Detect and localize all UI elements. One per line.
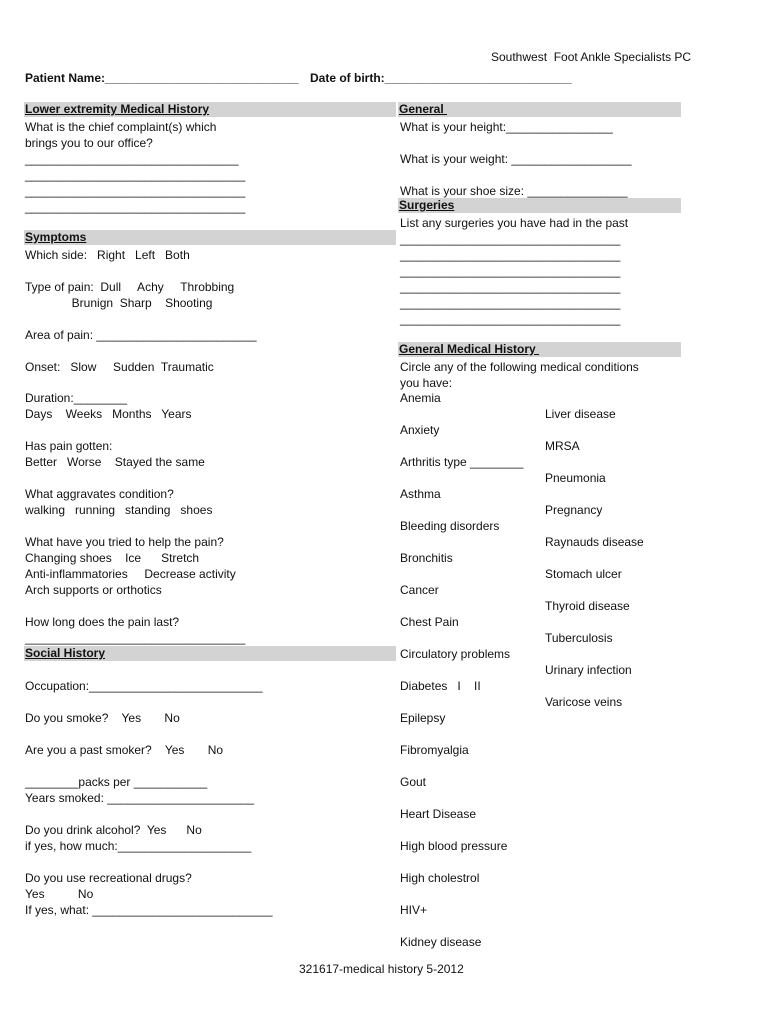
complaint-line[interactable]: ________________________________	[25, 152, 239, 166]
condition-item[interactable]: Pneumonia	[545, 471, 606, 485]
lower-extremity-heading-bar	[24, 102, 396, 117]
tried-options-3[interactable]: Arch supports or orthotics	[25, 583, 162, 597]
past-smoker-options[interactable]: Are you a past smoker? Yes No	[25, 743, 224, 757]
tried-options-2[interactable]: Anti-inflammatories Decrease activity	[25, 567, 236, 581]
surgery-line[interactable]: _________________________________	[400, 312, 621, 326]
condition-item[interactable]: MRSA	[545, 439, 580, 453]
condition-item[interactable]: Urinary infection	[545, 663, 632, 677]
condition-item[interactable]: Fibromyalgia	[400, 743, 469, 757]
condition-item[interactable]: Varicose veins	[545, 695, 623, 709]
condition-item[interactable]: Liver disease	[545, 407, 616, 421]
condition-item[interactable]: Kidney disease	[400, 935, 482, 949]
social-history-heading: Social History	[25, 646, 106, 660]
surgery-line[interactable]: _________________________________	[400, 248, 621, 262]
gmh-prompt-1: Circle any of the following medical conditions	[400, 360, 639, 374]
surgery-line[interactable]: _________________________________	[400, 232, 621, 246]
general-heading-bar	[398, 102, 681, 117]
tried-question: What have you tried to help the pain?	[25, 535, 224, 549]
chief-complaint-question-1: What is the chief complaint(s) which	[25, 120, 217, 134]
condition-item[interactable]: Anemia	[400, 391, 441, 405]
social-history-heading-bar	[24, 646, 396, 661]
drugs-what-field[interactable]: If yes, what: ___________________________	[25, 903, 273, 917]
patient-name-field[interactable]: Patient Name:_____________________________	[25, 71, 299, 85]
drugs-question: Do you use recreational drugs?	[25, 871, 192, 885]
general-medical-history-heading-bar	[398, 342, 681, 357]
weight-field[interactable]: What is your weight: __________________	[400, 152, 632, 166]
how-long-question: How long does the pain last?	[25, 615, 180, 629]
condition-item[interactable]: Circulatory problems	[400, 647, 511, 661]
condition-item[interactable]: Bronchitis	[400, 551, 453, 565]
surgery-line[interactable]: _________________________________	[400, 280, 621, 294]
condition-item[interactable]: Pregnancy	[545, 503, 603, 517]
lower-extremity-heading: Lower extremity Medical History	[25, 102, 210, 116]
surgery-line[interactable]: _________________________________	[400, 264, 621, 278]
duration-options[interactable]: Days Weeks Months Years	[25, 407, 192, 421]
condition-item[interactable]: Thyroid disease	[545, 599, 630, 613]
symptoms-heading-bar	[24, 230, 396, 245]
onset-options[interactable]: Onset: Slow Sudden Traumatic	[25, 360, 214, 374]
condition-item[interactable]: Asthma	[400, 487, 441, 501]
alcohol-amount-field[interactable]: if yes, how much:____________________	[25, 839, 252, 853]
complaint-line[interactable]: _________________________________	[25, 200, 246, 214]
drugs-options[interactable]: Yes No	[25, 887, 94, 901]
surgeries-prompt: List any surgeries you have had in the past	[400, 216, 629, 230]
condition-item[interactable]: Tuberculosis	[545, 631, 613, 645]
which-side-options[interactable]: Which side: Right Left Both	[25, 248, 190, 262]
gmh-prompt-2: you have:	[400, 376, 453, 390]
years-smoked-field[interactable]: Years smoked: ______________________	[25, 791, 255, 805]
condition-item[interactable]: High cholestrol	[400, 871, 480, 885]
area-of-pain-field[interactable]: Area of pain: ________________________	[25, 328, 257, 342]
footer-form-id: 321617-medical history 5-2012	[299, 962, 464, 976]
aggravates-question: What aggravates condition?	[25, 487, 174, 501]
surgeries-heading: Surgeries	[399, 198, 455, 212]
alcohol-options[interactable]: Do you drink alcohol? Yes No	[25, 823, 202, 837]
condition-item[interactable]: HIV+	[400, 903, 428, 917]
date-of-birth-field[interactable]: Date of birth:____________________________	[310, 71, 572, 85]
packs-per-field[interactable]: ________packs per ___________	[25, 775, 208, 789]
symptoms-heading: Symptoms	[25, 230, 87, 244]
aggravates-options[interactable]: walking running standing shoes	[25, 503, 213, 517]
shoe-size-field[interactable]: What is your shoe size: _______________	[400, 184, 628, 198]
height-field[interactable]: What is your height:________________	[400, 120, 613, 134]
condition-item[interactable]: Epilepsy	[400, 711, 446, 725]
condition-item[interactable]: Chest Pain	[400, 615, 459, 629]
condition-item[interactable]: Bleeding disorders	[400, 519, 500, 533]
condition-item[interactable]: Heart Disease	[400, 807, 477, 821]
condition-item[interactable]: Raynauds disease	[545, 535, 644, 549]
general-medical-history-heading: General Medical History	[399, 342, 540, 356]
condition-item[interactable]: Stomach ulcer	[545, 567, 622, 581]
complaint-line[interactable]: _________________________________	[25, 168, 246, 182]
pain-gotten-question: Has pain gotten:	[25, 439, 113, 453]
complaint-line[interactable]: _________________________________	[25, 184, 246, 198]
smoke-options[interactable]: Do you smoke? Yes No	[25, 711, 180, 725]
pain-gotten-options[interactable]: Better Worse Stayed the same	[25, 455, 205, 469]
chief-complaint-question-2: brings you to our office?	[25, 136, 153, 150]
condition-item[interactable]: Gout	[400, 775, 427, 789]
condition-item[interactable]: Arthritis type ________	[400, 455, 524, 469]
surgery-line[interactable]: _________________________________	[400, 296, 621, 310]
condition-item[interactable]: Diabetes I II	[400, 679, 481, 693]
condition-item[interactable]: Cancer	[400, 583, 439, 597]
type-of-pain-options-1[interactable]: Type of pain: Dull Achy Throbbing	[25, 280, 235, 294]
condition-item[interactable]: High blood pressure	[400, 839, 508, 853]
duration-field[interactable]: Duration:________	[25, 391, 128, 405]
general-heading: General	[399, 102, 448, 116]
type-of-pain-options-2[interactable]: Brunign Sharp Shooting	[25, 296, 213, 310]
occupation-field[interactable]: Occupation:__________________________	[25, 679, 263, 693]
practice-name: Southwest Foot Ankle Specialists PC	[491, 50, 692, 64]
tried-options-1[interactable]: Changing shoes Ice Stretch	[25, 551, 200, 565]
condition-item[interactable]: Anxiety	[400, 423, 440, 437]
surgeries-heading-bar	[398, 198, 681, 213]
how-long-line[interactable]: _________________________________	[25, 631, 246, 645]
